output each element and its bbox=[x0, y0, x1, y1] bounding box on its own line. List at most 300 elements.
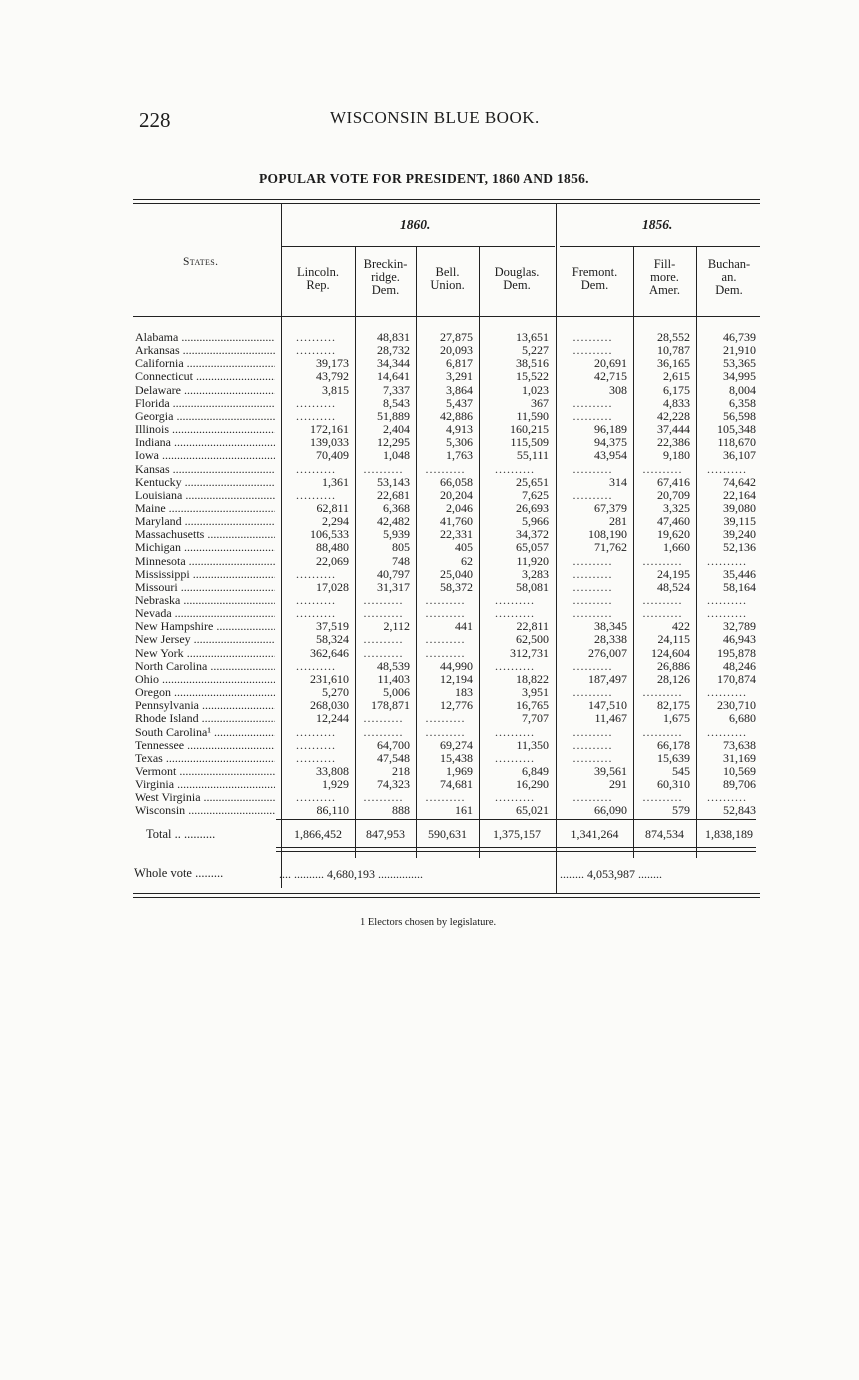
year-1856-label: 1856. bbox=[642, 217, 673, 232]
table-title: POPULAR VOTE FOR PRESIDENT, 1860 AND 1856. bbox=[259, 171, 589, 186]
vote-cell: .......... bbox=[572, 567, 613, 581]
column-header-line: Breckin- bbox=[363, 257, 408, 271]
vote-cell: 74,323 bbox=[377, 778, 410, 792]
vote-cell: 52,843 bbox=[723, 804, 756, 818]
bottom-double-rule-1 bbox=[133, 893, 760, 894]
vote-cell: .......... bbox=[572, 751, 613, 765]
vote-cell: 545 bbox=[672, 764, 690, 778]
vote-cell: 172,161 bbox=[310, 423, 349, 437]
vote-cell: 15,438 bbox=[440, 751, 473, 765]
vote-cell: .......... bbox=[572, 659, 613, 673]
vote-cell: 22,811 bbox=[516, 620, 549, 634]
vote-cell: 5,939 bbox=[383, 528, 410, 542]
vote-cell: .......... bbox=[572, 594, 613, 607]
vote-cell: 187,497 bbox=[588, 672, 627, 686]
state-name: Indiana ..... bbox=[135, 436, 275, 449]
column-header bbox=[481, 266, 553, 292]
table-row bbox=[0, 410, 859, 423]
whole-vote-1860: .... .......... 4,680,193 ............... bbox=[279, 867, 423, 881]
vote-cell: 39,240 bbox=[723, 528, 756, 542]
column-header bbox=[698, 258, 760, 297]
vote-cell: 47,460 bbox=[657, 515, 690, 529]
vote-cell: 28,732 bbox=[377, 344, 410, 358]
vote-cell: 67,416 bbox=[657, 475, 690, 489]
state-name: New York ..... bbox=[135, 647, 275, 660]
vote-cell: 3,283 bbox=[522, 567, 549, 581]
vote-cell: 160,215 bbox=[510, 423, 549, 437]
vote-cell: 44,990 bbox=[440, 659, 473, 673]
vote-cell: 65,021 bbox=[516, 804, 549, 818]
vote-cell: 48,831 bbox=[377, 331, 410, 344]
vote-cell: 15,639 bbox=[657, 751, 690, 765]
state-name: Nebraska ..... bbox=[135, 594, 275, 607]
table-row bbox=[0, 673, 859, 686]
vote-cell: 42,886 bbox=[440, 409, 473, 423]
vote-cell: 39,561 bbox=[594, 764, 627, 778]
vote-cell: 26,693 bbox=[516, 501, 549, 515]
vote-cell: 3,815 bbox=[322, 383, 349, 397]
table-row bbox=[0, 581, 859, 594]
vote-cell: 39,173 bbox=[316, 357, 349, 371]
vote-cell: 31,169 bbox=[723, 751, 756, 765]
bottom-double-rule-2 bbox=[133, 897, 760, 898]
state-name: Maine ..... bbox=[135, 502, 275, 515]
table-row bbox=[0, 660, 859, 673]
table-row bbox=[0, 370, 859, 383]
vote-cell: .......... bbox=[425, 712, 466, 726]
column-header-line: ridge. bbox=[371, 270, 400, 284]
vote-cell: 3,951 bbox=[522, 686, 549, 700]
vote-cell: 31,317 bbox=[377, 580, 410, 594]
vote-cell: 178,871 bbox=[371, 699, 410, 713]
column-header-line: Douglas. bbox=[494, 265, 540, 279]
vote-cell: .......... bbox=[495, 725, 535, 739]
vote-cell: 118,670 bbox=[717, 436, 756, 450]
vote-cell: 6,175 bbox=[663, 383, 690, 397]
total-cell: 1,866,452 bbox=[294, 827, 342, 841]
vote-cell: .......... bbox=[296, 607, 336, 621]
state-name: Wisconsin ..... bbox=[135, 804, 275, 817]
vote-cell: 48,524 bbox=[657, 580, 690, 594]
vote-cell: .......... bbox=[572, 554, 613, 568]
vote-cell: .......... bbox=[363, 462, 404, 476]
vote-cell: 312,731 bbox=[510, 646, 549, 660]
column-header-line: Rep. bbox=[306, 278, 330, 292]
vote-cell: 362,646 bbox=[310, 646, 349, 660]
vote-cell: 56,598 bbox=[723, 409, 756, 423]
vote-cell: .......... bbox=[296, 396, 336, 410]
vote-cell: 62,811 bbox=[316, 501, 349, 515]
vote-cell: 36,107 bbox=[723, 449, 756, 463]
vote-cell: 34,372 bbox=[516, 528, 549, 542]
table-row bbox=[0, 739, 859, 752]
state-name: Louisiana ..... bbox=[135, 489, 275, 502]
table-row bbox=[0, 686, 859, 699]
table-row bbox=[0, 765, 859, 778]
vote-cell: 96,189 bbox=[594, 423, 627, 437]
total-cell: 847,953 bbox=[366, 827, 405, 841]
vote-cell: 314 bbox=[609, 475, 627, 489]
vote-cell: 7,337 bbox=[383, 383, 410, 397]
vote-cell: 11,467 bbox=[594, 712, 627, 726]
vote-cell: .......... bbox=[707, 594, 747, 607]
vote-cell: 11,590 bbox=[516, 409, 549, 423]
vote-cell: 69,274 bbox=[440, 738, 473, 752]
column-header-line: Buchan- bbox=[707, 257, 751, 271]
vote-cell: 2,112 bbox=[383, 620, 410, 634]
column-header-line: Dem. bbox=[503, 278, 531, 292]
state-name: Ohio ..... bbox=[135, 673, 275, 686]
vote-cell: 6,368 bbox=[383, 501, 410, 515]
vote-cell: 89,706 bbox=[723, 778, 756, 792]
state-name: Nevada ..... bbox=[135, 607, 275, 620]
state-name: West Virginia ..... bbox=[135, 791, 275, 804]
table-row bbox=[0, 463, 859, 476]
vote-cell: 367 bbox=[531, 396, 549, 410]
state-name: Texas ..... bbox=[135, 752, 275, 765]
vote-cell: .......... bbox=[425, 462, 466, 476]
year-1860-label: 1860. bbox=[400, 217, 431, 232]
vote-cell: 218 bbox=[392, 764, 410, 778]
whole-vote-label: Whole vote ......... bbox=[134, 866, 224, 880]
state-name: Rhode Island ..... bbox=[135, 712, 275, 725]
vote-cell: 52,136 bbox=[723, 541, 756, 555]
vote-cell: 28,552 bbox=[657, 331, 690, 344]
vote-cell: 28,338 bbox=[594, 633, 627, 647]
vote-cell: .......... bbox=[363, 646, 404, 660]
vote-cell: 5,270 bbox=[322, 686, 349, 700]
column-header bbox=[357, 258, 414, 297]
vote-cell: 67,379 bbox=[594, 501, 627, 515]
vote-cell: 805 bbox=[392, 541, 410, 555]
vote-cell: 1,763 bbox=[446, 449, 473, 463]
column-header-line: Union. bbox=[430, 278, 465, 292]
state-name: Maryland ..... bbox=[135, 515, 275, 528]
vote-cell: 18,822 bbox=[516, 672, 549, 686]
vote-cell: 65,057 bbox=[516, 541, 549, 555]
vote-cell: .......... bbox=[495, 791, 535, 805]
vote-cell: 42,228 bbox=[657, 409, 690, 423]
vote-cell: .......... bbox=[642, 462, 683, 476]
vote-cell: 20,093 bbox=[440, 344, 473, 358]
vote-cell: 2,615 bbox=[663, 370, 690, 384]
vote-cell: .......... bbox=[707, 607, 747, 621]
vote-cell: 11,403 bbox=[377, 672, 410, 686]
year-subrule-1856 bbox=[560, 246, 760, 247]
column-header-line: an. bbox=[721, 270, 737, 284]
vote-cell: 94,375 bbox=[594, 436, 627, 450]
total-cell: 874,534 bbox=[645, 827, 684, 841]
vote-cell: .......... bbox=[425, 594, 466, 607]
vote-cell: .......... bbox=[572, 686, 613, 700]
vote-cell: 82,175 bbox=[657, 699, 690, 713]
table-row bbox=[0, 778, 859, 791]
vote-cell: 308 bbox=[609, 383, 627, 397]
vote-cell: 73,638 bbox=[723, 738, 756, 752]
table-row bbox=[0, 620, 859, 633]
state-name: Massachusetts ..... bbox=[135, 528, 275, 541]
vote-cell: 1,023 bbox=[522, 383, 549, 397]
vote-cell: .......... bbox=[572, 409, 613, 423]
vote-cell: 276,007 bbox=[588, 646, 627, 660]
vote-cell: 161 bbox=[455, 804, 473, 818]
vote-cell: 1,660 bbox=[663, 541, 690, 555]
vote-cell: .......... bbox=[642, 725, 683, 739]
running-head: WISCONSIN BLUE BOOK. bbox=[330, 108, 540, 127]
vote-cell: 2,046 bbox=[446, 501, 473, 515]
state-name: Kansas ..... bbox=[135, 463, 275, 476]
vote-cell: 12,295 bbox=[377, 436, 410, 450]
vote-cell: 58,372 bbox=[440, 580, 473, 594]
total-cell: 1,838,189 bbox=[705, 827, 753, 841]
vote-cell: .......... bbox=[707, 462, 747, 476]
vote-cell: 34,995 bbox=[723, 370, 756, 384]
vote-cell: 12,776 bbox=[440, 699, 473, 713]
vote-cell: 291 bbox=[609, 778, 627, 792]
vote-cell: .......... bbox=[296, 594, 336, 607]
vote-cell: 37,519 bbox=[316, 620, 349, 634]
vote-cell: 20,691 bbox=[594, 357, 627, 371]
vote-cell: 48,246 bbox=[723, 659, 756, 673]
column-header-line: Lincoln. bbox=[296, 265, 339, 279]
state-name: Alabama ..... bbox=[135, 331, 275, 344]
total-rule-1 bbox=[276, 819, 756, 820]
vote-cell: .......... bbox=[707, 554, 747, 568]
vote-cell: 579 bbox=[672, 804, 690, 818]
table-row bbox=[0, 555, 859, 568]
vote-cell: 8,004 bbox=[729, 383, 756, 397]
state-name: California ..... bbox=[135, 357, 275, 370]
footnote: 1 Electors chosen by legislature. bbox=[360, 917, 497, 928]
column-header-line: Amer. bbox=[649, 283, 680, 297]
state-name: Georgia ..... bbox=[135, 410, 275, 423]
vote-cell: 5,227 bbox=[522, 344, 549, 358]
column-header-line: Dem. bbox=[715, 283, 743, 297]
vote-cell: 42,482 bbox=[377, 515, 410, 529]
state-name: Missouri ..... bbox=[135, 581, 275, 594]
total-rule-2 bbox=[276, 847, 756, 848]
vote-cell: 5,966 bbox=[522, 515, 549, 529]
state-name: Kentucky ..... bbox=[135, 476, 275, 489]
vote-cell: 53,365 bbox=[723, 357, 756, 371]
vote-cell: 124,604 bbox=[651, 646, 690, 660]
vote-cell: 230,710 bbox=[717, 699, 756, 713]
vote-cell: .......... bbox=[495, 594, 535, 607]
vote-cell: 3,864 bbox=[446, 383, 473, 397]
vote-cell: .......... bbox=[707, 686, 747, 700]
vote-cell: 27,875 bbox=[440, 331, 473, 344]
table-row bbox=[0, 541, 859, 554]
state-name: Pennsylvania ..... bbox=[135, 699, 275, 712]
table-row bbox=[0, 647, 859, 660]
state-name: Arkansas ..... bbox=[135, 344, 275, 357]
vote-cell: .......... bbox=[296, 344, 336, 358]
vote-cell: 41,760 bbox=[440, 515, 473, 529]
vote-cell: 11,920 bbox=[516, 554, 549, 568]
vote-cell: 17,028 bbox=[316, 580, 349, 594]
vote-cell: .......... bbox=[495, 659, 535, 673]
vote-cell: 13,651 bbox=[516, 331, 549, 344]
vote-cell: 405 bbox=[455, 541, 473, 555]
vote-cell: .......... bbox=[572, 462, 613, 476]
vote-cell: 25,040 bbox=[440, 567, 473, 581]
vote-cell: .......... bbox=[425, 791, 466, 805]
vote-cell: 12,244 bbox=[316, 712, 349, 726]
vote-cell: 43,954 bbox=[594, 449, 627, 463]
table-row bbox=[0, 331, 859, 344]
vote-cell: 32,789 bbox=[723, 620, 756, 634]
vote-cell: 46,943 bbox=[723, 633, 756, 647]
vote-cell: 60,310 bbox=[657, 778, 690, 792]
vote-cell: .......... bbox=[572, 725, 613, 739]
vote-cell: .......... bbox=[296, 488, 336, 502]
table-row bbox=[0, 423, 859, 436]
vote-cell: 37,444 bbox=[657, 423, 690, 437]
vote-cell: 21,910 bbox=[723, 344, 756, 358]
column-header bbox=[418, 266, 477, 292]
vote-cell: 888 bbox=[392, 804, 410, 818]
top-double-rule-2 bbox=[133, 203, 760, 204]
vote-cell: .......... bbox=[296, 725, 336, 739]
vote-cell: .......... bbox=[572, 331, 613, 344]
vote-cell: 71,762 bbox=[594, 541, 627, 555]
table-row bbox=[0, 752, 859, 765]
vote-cell: .......... bbox=[296, 462, 336, 476]
state-name: New Jersey ..... bbox=[135, 633, 275, 646]
column-header-line: Dem. bbox=[371, 283, 400, 297]
vote-cell: 6,680 bbox=[729, 712, 756, 726]
table-row bbox=[0, 357, 859, 370]
vote-cell: 55,111 bbox=[516, 449, 549, 463]
vote-cell: 11,350 bbox=[516, 738, 549, 752]
vote-cell: 108,190 bbox=[588, 528, 627, 542]
vote-cell: 74,681 bbox=[440, 778, 473, 792]
top-double-rule-1 bbox=[133, 199, 760, 200]
vote-cell: 22,681 bbox=[377, 488, 410, 502]
vote-cell: 1,969 bbox=[446, 764, 473, 778]
vote-cell: .......... bbox=[296, 738, 336, 752]
state-name: Tennessee ..... bbox=[135, 739, 275, 752]
vote-cell: 20,204 bbox=[440, 488, 473, 502]
vote-cell: .......... bbox=[572, 791, 613, 805]
vote-cell: .......... bbox=[572, 396, 613, 410]
vote-cell: 4,833 bbox=[663, 396, 690, 410]
vote-cell: .......... bbox=[296, 659, 336, 673]
table-row bbox=[0, 594, 859, 607]
table-row bbox=[0, 515, 859, 528]
total-cell: 590,631 bbox=[428, 827, 467, 841]
vote-cell: 195,878 bbox=[717, 646, 756, 660]
vote-cell: 62 bbox=[461, 554, 473, 568]
vote-cell: 28,126 bbox=[657, 672, 690, 686]
table-row bbox=[0, 384, 859, 397]
state-name: Oregon ..... bbox=[135, 686, 275, 699]
column-header-line: more. bbox=[650, 270, 679, 284]
vote-cell: 16,290 bbox=[516, 778, 549, 792]
page-number: 228 bbox=[139, 108, 171, 132]
vote-cell: 43,792 bbox=[316, 370, 349, 384]
table-row bbox=[0, 607, 859, 620]
state-name: New Hampshire ..... bbox=[135, 620, 275, 633]
vote-cell: .......... bbox=[642, 791, 683, 805]
vote-cell: 231,610 bbox=[310, 672, 349, 686]
state-name: Delaware ..... bbox=[135, 384, 275, 397]
vote-cell: .......... bbox=[642, 594, 683, 607]
column-header bbox=[283, 266, 353, 292]
vote-cell: .......... bbox=[363, 725, 404, 739]
vote-cell: 88,480 bbox=[316, 541, 349, 555]
vote-cell: .......... bbox=[707, 791, 747, 805]
vote-cell: 20,709 bbox=[657, 488, 690, 502]
vote-cell: 7,707 bbox=[522, 712, 549, 726]
vote-cell: 170,874 bbox=[717, 672, 756, 686]
vote-cell: 2,404 bbox=[383, 423, 410, 437]
state-name: Minnesota ..... bbox=[135, 555, 275, 568]
total-cell: 1,375,157 bbox=[493, 827, 541, 841]
vote-cell: 183 bbox=[455, 686, 473, 700]
vote-cell: 139,033 bbox=[310, 436, 349, 450]
vote-cell: 19,620 bbox=[657, 528, 690, 542]
vote-cell: 35,446 bbox=[723, 567, 756, 581]
vote-cell: 70,409 bbox=[316, 449, 349, 463]
vote-cell: 39,115 bbox=[723, 515, 756, 529]
vote-cell: 9,180 bbox=[663, 449, 690, 463]
vote-cell: .......... bbox=[363, 633, 404, 647]
table-row bbox=[0, 699, 859, 712]
states-header: States. bbox=[183, 256, 219, 268]
vote-cell: 441 bbox=[455, 620, 473, 634]
vote-cell: .......... bbox=[363, 607, 404, 621]
vote-cell: 10,569 bbox=[723, 764, 756, 778]
table-row bbox=[0, 502, 859, 515]
vote-cell: .......... bbox=[642, 554, 683, 568]
table-row bbox=[0, 568, 859, 581]
vote-cell: 25,651 bbox=[516, 475, 549, 489]
vote-cell: 58,164 bbox=[723, 580, 756, 594]
total-rule-3 bbox=[276, 851, 756, 852]
vote-cell: .......... bbox=[363, 594, 404, 607]
vote-cell: .......... bbox=[495, 607, 535, 621]
vote-cell: .......... bbox=[296, 331, 336, 344]
whole-vote-1856: ........ 4,053,987 ........ bbox=[560, 867, 662, 881]
state-name: Michigan ..... bbox=[135, 541, 275, 554]
state-name: Iowa ..... bbox=[135, 449, 275, 462]
column-header-line: Dem. bbox=[580, 278, 609, 292]
vote-cell: 66,058 bbox=[440, 475, 473, 489]
vote-cell: 5,306 bbox=[446, 436, 473, 450]
table-row bbox=[0, 344, 859, 357]
vote-cell: .......... bbox=[572, 607, 613, 621]
vote-cell: 10,787 bbox=[657, 344, 690, 358]
total-cell: 1,341,264 bbox=[570, 827, 619, 841]
vote-cell: 40,797 bbox=[377, 567, 410, 581]
vote-cell: .......... bbox=[425, 725, 466, 739]
table-row bbox=[0, 436, 859, 449]
vote-cell: 6,817 bbox=[446, 357, 473, 371]
vote-cell: 5,437 bbox=[446, 396, 473, 410]
vote-cell: 7,625 bbox=[522, 488, 549, 502]
table-row bbox=[0, 528, 859, 541]
vote-cell: 36,165 bbox=[657, 357, 690, 371]
vote-cell: 74,642 bbox=[723, 475, 756, 489]
table-row bbox=[0, 804, 859, 817]
vote-cell: 22,069 bbox=[316, 554, 349, 568]
vote-cell: 105,348 bbox=[717, 423, 756, 437]
vote-cell: 42,715 bbox=[594, 370, 627, 384]
vote-cell: 422 bbox=[672, 620, 690, 634]
vote-cell: 38,516 bbox=[516, 357, 549, 371]
table-row bbox=[0, 633, 859, 646]
